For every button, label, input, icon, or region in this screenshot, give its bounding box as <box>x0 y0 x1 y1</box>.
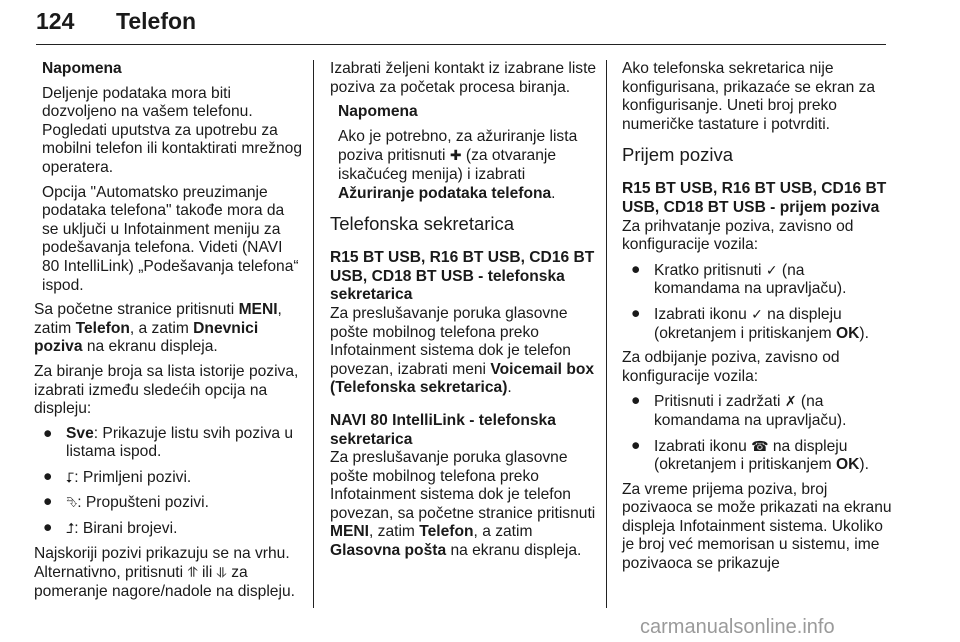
paragraph: Za vreme prijema poziva, broj pozivaoca se može prikazati na ekranu displeja Infotainment sistema. Ukoliko je broj već memorisan u sistemu, ime pozivaoca se prikazuje <box>622 480 892 573</box>
scroll-down-icon: ⥥ <box>216 564 227 581</box>
hang-up-icon: ☎ <box>751 437 769 454</box>
list-item: ● ⮥: Birani brojevi. <box>43 519 178 538</box>
list-item: ● Kratko pritisnuti ✓ (na komandama na upravljaču). <box>631 260 847 298</box>
paragraph: Za preslušavanje poruka glasovne pošte mobilnog telefona preko Infotainment sistema dok je telefon povezan, sa početne stranice pritisnuti MENI, zatim Telefon, a zatim Glasovna pošta na ekranu displeja. <box>330 449 596 560</box>
column-2 <box>330 60 598 567</box>
note-text: Deljenje podataka mora biti dozvoljeno na vašem telefonu. Pogledati uputstva za upotrebu za mobilni telefon ili kontaktirati mrežnog operatera. <box>42 84 303 176</box>
call-reject-icon: ✗ <box>784 393 797 410</box>
note-box <box>34 60 302 295</box>
paragraph: Za odbijanje poziva, zavisno od konfiguracije vozila: <box>622 349 840 385</box>
accept-call-list <box>622 261 892 343</box>
chapter-title: Telefon <box>116 8 197 34</box>
paragraph: Za biranje broja sa lista istorije poziva, izabrati između sledećih opcija na displeju: <box>34 362 299 418</box>
paragraph: Za preslušavanje poruka glasovne pošte mobilnog telefona preko Infotainment sistema dok je telefon povezan, izabrati meni Voicemail box (Telefonska sekretarica). <box>330 304 595 397</box>
paragraph: Najskoriji pozivi prikazuju se na vrhu. Alternativno, pritisnuti ⥣ ili ⥥ za pomeranje nagore/nadole na displeju. <box>34 544 295 600</box>
note-text: Opcija "Automatsko preuzimanje podataka telefona" takođe mora da se uključi u Infotainment meniju za podešavanja telefona. Videti (NAVI 80 IntelliLink) „Podešavanja telefona“ ispod. <box>42 183 299 294</box>
missed-call-icon: ⮷ <box>66 494 78 511</box>
paragraph: Za prihvatanje poziva, zavisno od konfiguracije vozila: <box>622 217 854 254</box>
column-divider <box>606 60 607 608</box>
subsection-heading: R15 BT USB, R16 BT USB, CD16 BT USB, CD18 BT USB - prijem poziva <box>622 180 887 216</box>
section-heading: Telefonska sekretarica <box>330 213 515 235</box>
paragraph: Ako telefonska sekretarica nije konfigurisana, prikazaće se ekran za konfigurisanje. Uneti broj preko numeričke tastature i potvrditi. <box>622 60 876 133</box>
outgoing-call-icon: ⮥ <box>66 520 75 537</box>
list-item: ● Izabrati ikonu ✓ na displeju (okretanjem i pritiskanjem OK). <box>631 304 869 342</box>
section-heading: Prijem poziva <box>622 144 734 166</box>
page-header <box>36 4 886 45</box>
plus-icon: ✚ <box>449 147 462 164</box>
scroll-up-icon: ⥣ <box>187 564 198 581</box>
incoming-call-icon: ⮦ <box>66 468 75 485</box>
call-list-options <box>34 425 302 539</box>
subsection-heading: R15 BT USB, R16 BT USB, CD16 BT USB, CD18 BT USB - telefonska sekretarica <box>330 249 595 304</box>
list-item: ● ⮦: Primljeni pozivi. <box>43 467 192 486</box>
column-divider <box>313 60 314 608</box>
call-accept-icon: ✓ <box>765 261 778 278</box>
list-item: ● Sve: Prikazuje listu svih poziva u listama ispod. <box>43 424 294 461</box>
note-title: Napomena <box>338 103 418 121</box>
list-item: ● Pritisnuti i zadržati ✗ (na komandama na upravljaču). <box>631 392 847 429</box>
subsection-heading: NAVI 80 IntelliLink - telefonska sekretarica <box>330 411 556 448</box>
reject-call-list <box>622 392 892 474</box>
note-box <box>330 103 598 203</box>
list-item: ● ⮷: Propušteni pozivi. <box>43 493 209 512</box>
note-text: Ako je potrebno, za ažuriranje lista poziva pritisnuti ✚ (za otvaranje iskačućeg menija) i izabrati Ažuriranje podataka telefona. <box>338 127 578 202</box>
paragraph: Sa početne stranice pritisnuti MENI, zatim Telefon, a zatim Dnevnici poziva na ekranu displeja. <box>34 301 282 356</box>
watermark: carmanualsonline.info <box>640 616 835 638</box>
column-1 <box>34 60 302 607</box>
list-item: ● Izabrati ikonu ☎ na displeju (okretanjem i pritiskanjem OK). <box>631 436 869 474</box>
column-3 <box>622 60 892 580</box>
paragraph: Izabrati željeni kontakt iz izabrane liste poziva za početak procesa biranja. <box>330 60 597 96</box>
page-number: 124 <box>36 8 75 34</box>
call-accept-icon: ✓ <box>751 305 763 322</box>
note-title: Napomena <box>42 60 122 77</box>
